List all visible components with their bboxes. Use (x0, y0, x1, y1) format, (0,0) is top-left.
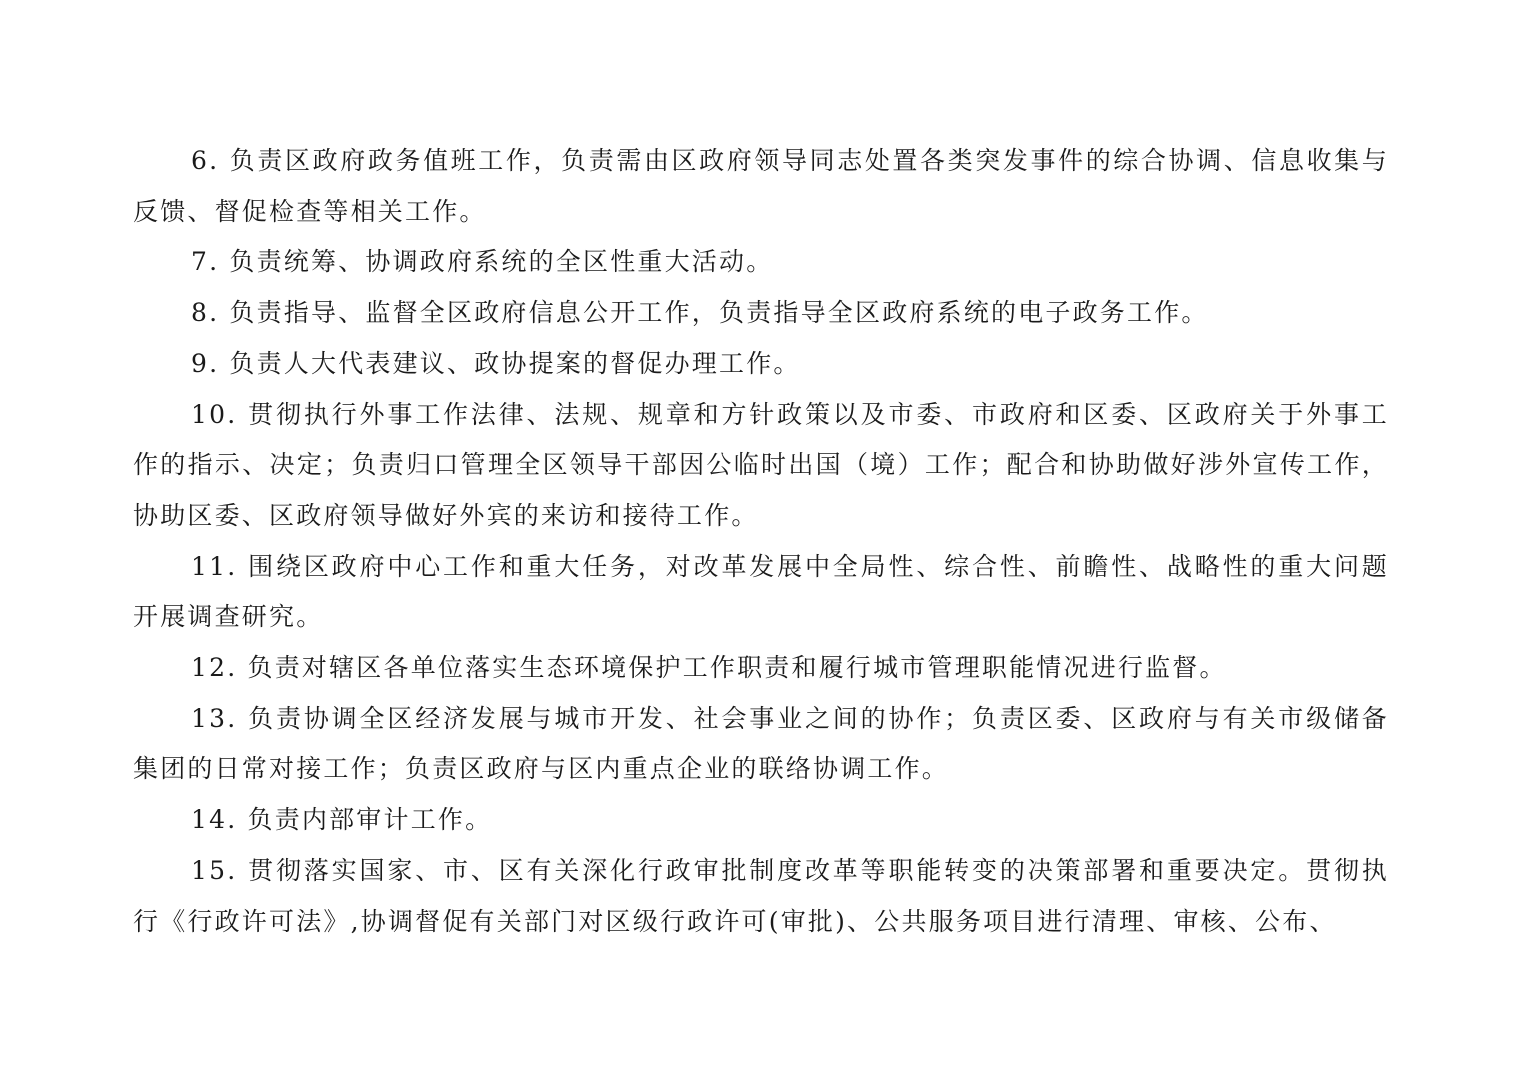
document-body (133, 136, 1389, 947)
paragraph-7: 7. 负责统筹、协调政府系统的全区性重大活动。 (191, 247, 774, 277)
paragraph-6: 6. 负责区政府政务值班工作，负责需由区政府领导同志处置各类突发事件的综合协调、信息收集与反馈、督促检查等相关工作。 (133, 146, 1389, 226)
paragraph-12: 12. 负责对辖区各单位落实生态环境保护工作职责和履行城市管理职能情况进行监督。 (191, 653, 1227, 683)
paragraph-13: 13. 负责协调全区经济发展与城市开发、社会事业之间的协作；负责区委、区政府与有关市级储备集团的日常对接工作；负责区政府与区内重点企业的联络协调工作。 (133, 703, 1389, 784)
paragraph-10: 10. 贯彻执行外事工作法律、法规、规章和方针政策以及市委、市政府和区委、区政府关于外事工作的指示、决定；负责归口管理全区领导干部因公临时出国（境）工作；配合和协助做好涉外宣传工作，协助区委、区政府领导做好外宾的来访和接待工作。 (133, 399, 1389, 530)
paragraph-15: 15. 贯彻落实国家、市、区有关深化行政审批制度改革等职能转变的决策部署和重要决定。贯彻执行《行政许可法》,协调督促有关部门对区级行政许可(审批)、公共服务项目进行清理、审核、公布、 (133, 855, 1389, 936)
paragraph-8: 8. 负责指导、监督全区政府信息公开工作，负责指导全区政府系统的电子政务工作。 (191, 298, 1209, 328)
paragraph-11: 11. 围绕区政府中心工作和重大任务，对改革发展中全局性、综合性、前瞻性、战略性的重大问题开展调查研究。 (133, 551, 1389, 632)
paragraph-14: 14. 负责内部审计工作。 (191, 805, 493, 835)
paragraph-9: 9. 负责人大代表建议、政协提案的督促办理工作。 (191, 348, 801, 378)
